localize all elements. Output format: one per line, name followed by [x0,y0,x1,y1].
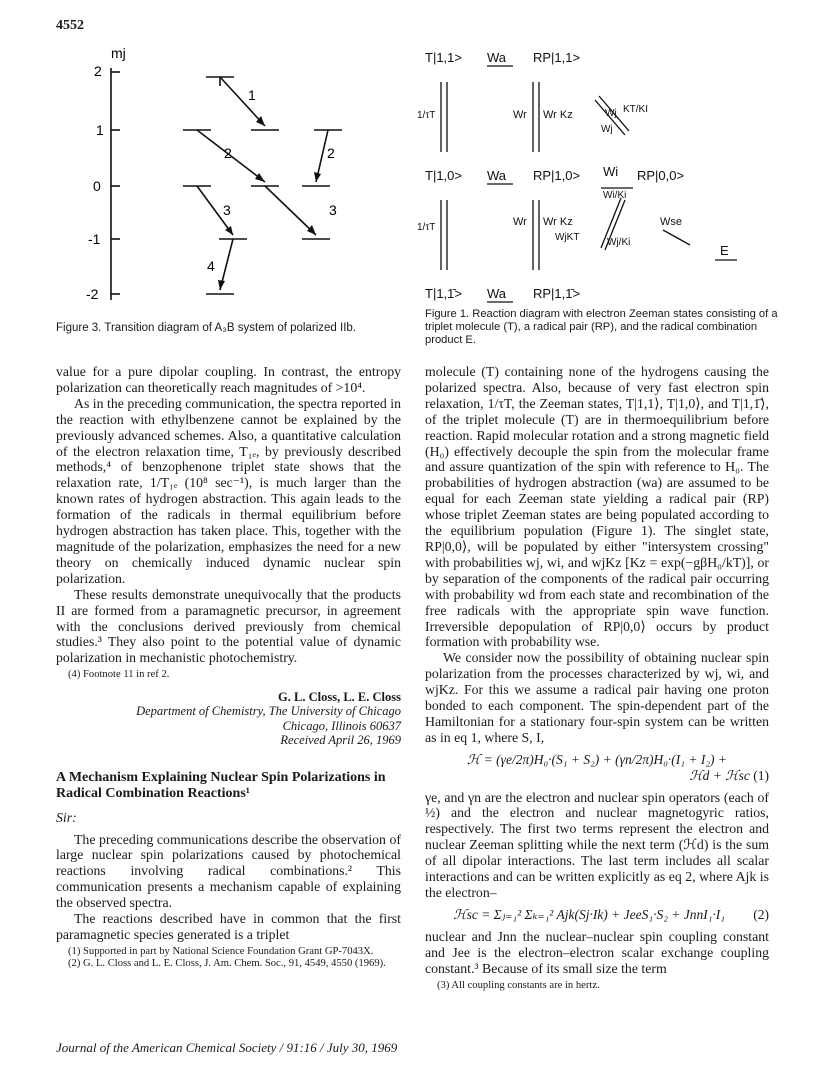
footnote [425,980,769,992]
equation-number: (2) [753,906,769,922]
article-heading: A Mechanism Explaining Nuclear Spin Polarizations in Radical Combination Reactions¹ [56,769,386,801]
fig1-label: RP|1,1> [533,50,581,65]
fig1-label: Wj [605,108,617,119]
paragraph: As in the preceding communication, the spectra reported in the reaction with ethylbenzene cannot be explained by the previously advanced schemes. Also, a quantitative calculation of the electron relaxation time, T₁ₑ, by previously described methods,⁴ of benzophenone triplet state shows that the relaxation rate, 1/T₁ₑ (10⁸ sec⁻¹), is much larger than the known rates of hydrogen abstraction. This again leads to the formation of the radicals in thermal equilibrium before hydrogen abstraction has taken place. This, together with the magnitude of the polarization, emphasizes the need for a new theory on chemically induced dynamic nuclear spin polarization. [56,395,401,586]
fig1-label: Wa [487,286,507,301]
paragraph: The reactions described have in common that the first paramagnetic species generated is a triplet [56,911,401,942]
fig1-label: Wj [601,124,613,135]
fig3-tick: 1 [96,122,104,138]
fig3-axis-label: mj [111,45,126,61]
fig1-label: Wr Kz [543,216,573,228]
left-column [56,364,401,971]
footnotes [56,946,401,971]
authors: G. L. Closs, L. E. Closs [278,689,401,704]
fig1-label: 1/τT [417,222,436,233]
fig3-tick: -2 [86,286,99,302]
fig3-arrow-label: 4 [207,258,215,274]
footnote-text: (4) Footnote 11 in ref 2. [68,669,170,681]
equation-1 [425,752,769,784]
paragraph: γe, and γn are the electron and nuclear spin operators (each of ½) and the electron and nuclear magnetogyric ratios, respectively. The first two terms represent the electron and nuclear Zeeman splitting while the next term (ℋd) is the sum of all dipolar interactions. The last term includes all scalar interactions and can be written explicitly as eq 2, where Ajk is the electron– [425,789,769,900]
fig3-tick: -1 [88,231,101,247]
paragraph: value for a pure dipolar coupling. In contrast, the entropy polarization can theoretically reach magnitudes of >10⁴. [56,364,401,395]
fig1-label: Wa [487,168,507,183]
fig1-label: Wr [513,216,527,228]
paragraph: molecule (T) containing none of the hydrogens causing the polarized spectra. Also, because of very fast electron spin relaxation, 1/τT, the Zeeman states, T|1,1⟩, T|1,0⟩, and T|1,1̄⟩, of the triplet molecule (T) are in thermoequilibrium before reaction. Rapid molecular rotation and a strong magnetic field (H₀) effectively decouple the spin from the molecular frame and assure quantization of the spin with reference to H₀. The probabilities of hydrogen abstraction (wa) are assumed to be equal for each Zeeman state yielding a radical pair (RP) whose triplet Zeeman states are being populated according to the equilibrium population (Figure 1). The singlet state, RP|0,0⟩, will be populated by either "intersystem crossing" with probabilities wj, wi, and wjKz [Kz = exp(−gβH₀/kT)], or by separation of the components of the radical pair occurring with probability wd from each state and recombination of the free radicals with the appropriate spin wave function. Irreversible depopulation of RP|0,0⟩ occurs by product formation with probability wse. [425,364,769,650]
fig3-arrow-label: 2 [327,145,335,161]
fig3-arrow-label: 3 [223,202,231,218]
equation-line: ℋsc = Σⱼ₌₁² Σₖ₌₁² Ajk(Sj·Ik) + JeeS₁·S₂ + JnnI₁·I₁ [453,906,726,922]
fig1-label: T|1,1> [425,50,462,65]
fig1-label: Wi [603,164,619,179]
fig1-label: KT/KI [623,104,649,115]
fig3-arrow-label: 3 [329,202,337,218]
figure-3-caption: Figure 3. Transition diagram of A₃B system of polarized IIb. [56,322,356,334]
fig1-label: Wi/Ki [603,190,627,201]
fig1-label: T|1,0> [425,168,462,183]
figure-3-diagram [56,38,416,328]
footnote-text: (1) Supported in part by National Science Foundation Grant GP-7043X. [68,945,374,957]
fig3-tick: 0 [93,178,101,194]
journal-footer: Journal of the American Chemical Society / 91:16 / July 30, 1969 [56,1040,398,1055]
affiliation-city: Chicago, Illinois 60637 [282,718,401,733]
fig1-label: Wse [660,216,682,228]
equation-line: ℋ = (γe/2π)H₀·(S₁ + S₂) + (γn/2π)H₀·(I₁ + I₂) + [466,751,728,767]
equation-2 [425,907,769,923]
signature-block [56,690,401,748]
footnote-text: (3) All coupling constants are in hertz. [437,979,600,991]
fig1-label: Wr [513,109,527,121]
fig1-label: E [720,243,729,258]
fig3-arrow-label: 2 [224,145,232,161]
fig1-label: WjKT [555,232,580,243]
figure-1-caption: Figure 1. Reaction diagram with electron Zeeman states consisting of a triplet molecule (T), a radical pair (RP), and the radical combination product E. [425,308,778,346]
fig1-label: RP|1,1̄> [533,286,581,301]
equation-number: (1) [753,767,769,783]
paragraph: nuclear and Jnn the nuclear–nuclear spin coupling constant and Jee is the electron–electron scalar exchange coupling constant.³ Because of its small size the term [425,928,769,976]
fig1-label: RP|1,0> [533,168,581,183]
paragraph: We consider now the possibility of obtaining nuclear spin polarization from the processes characterized by wj, wi, and wjKz. For this we assume a radical pair having one proton bonded to each component. The spin-dependent part of the Hamiltonian for a stationary four-spin system can be written as in eq 1, where S, I, [425,650,769,745]
fig3-arrow-label: 1 [248,87,256,103]
fig1-label: Wr Kz [543,109,573,121]
fig1-label: Wa [487,50,507,65]
paragraph: The preceding communications describe the observation of large nuclear spin polarizations caused by photochemical reactions involving radical combinations.² This communication presents a mechanism capable of explaining the observed spectra. [56,831,401,911]
page-number: 4552 [56,18,84,33]
right-column [425,364,769,992]
affiliation: Department of Chemistry, The University of Chicago [136,704,401,719]
footnote-text: (2) G. L. Closs and L. E. Closs, J. Am. Chem. Soc., 91, 4549, 4550 (1969). [68,958,386,970]
paragraph: These results demonstrate unequivocally that the products II are formed from a paramagnetic precursor, in agreement with the conclusions derived previously from chemical studies.³ They also point to the potential value of dynamic polarization in mechanistic photochemistry. [56,586,401,666]
fig1-label: RP|0,0> [637,168,685,183]
salutation: Sir: [56,809,77,825]
figure-1-diagram [415,40,755,305]
fig1-label: Wj/Ki [607,237,631,248]
equation-line: ℋd + ℋsc [689,767,750,783]
fig1-label: 1/τT [417,110,436,121]
received-date: Received April 26, 1969 [280,733,401,748]
fig1-label: T|1,1̄> [425,286,462,301]
footnote [56,669,401,681]
fig3-tick: 2 [94,63,102,79]
